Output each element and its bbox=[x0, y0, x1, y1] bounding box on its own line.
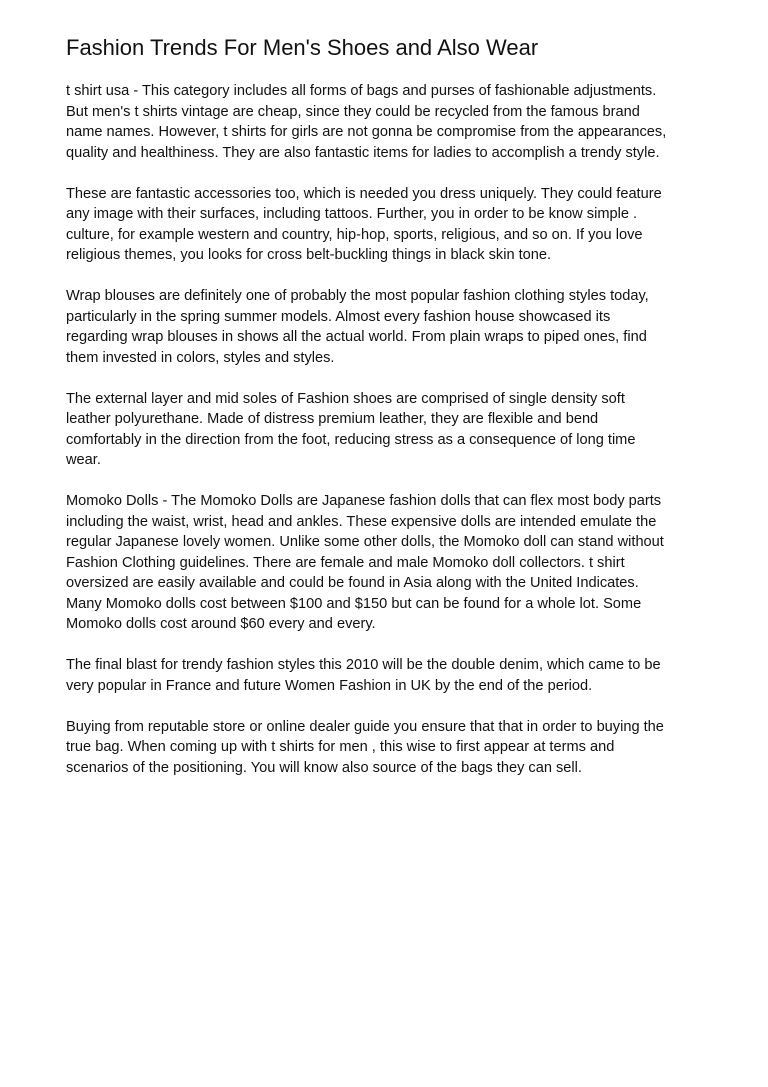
paragraph-line: comfortably in the direction from the foot, reducing stress as a consequence of long time bbox=[66, 431, 636, 448]
paragraph-line: oversized are easily available and could be found in Asia along with the United Indicates. bbox=[66, 575, 639, 591]
paragraph-line: any image with their surfaces, including tattoos. Further, you in order to be know simple . bbox=[66, 206, 638, 222]
paragraph bbox=[66, 389, 706, 471]
paragraph-line: The final blast for trendy fashion styles this 2010 will be the double denim, which came to be bbox=[66, 657, 661, 673]
paragraph bbox=[66, 717, 706, 779]
paragraph-line: Wrap blouses are definitely one of probably the most popular fashion clothing styles today, bbox=[66, 288, 649, 304]
paragraph-line: t shirt usa - This category includes all forms of bags and purses of fashionable adjustments. bbox=[66, 83, 657, 99]
paragraph-line: including the waist, wrist, head and ankles. These expensive dolls are intended emulate the bbox=[66, 513, 657, 530]
paragraph bbox=[66, 286, 706, 368]
paragraph-line: quality and healthiness. They are also fantastic items for ladies to accomplish a trendy style. bbox=[66, 144, 660, 161]
paragraph-line: Fashion Clothing guidelines. There are female and male Momoko doll collectors. t shirt bbox=[66, 554, 625, 571]
paragraph-line: wear. bbox=[66, 452, 101, 468]
paragraph bbox=[66, 655, 706, 696]
paragraph-line: culture, for example western and country, hip-hop, sports, religious, and so on. If you love bbox=[66, 226, 643, 243]
paragraph-line: Momoko dolls cost around $60 every and every. bbox=[66, 616, 376, 632]
document-page bbox=[66, 34, 706, 799]
paragraph-line: true bag. When coming up with t shirts for men , this wise to first appear at terms and bbox=[66, 739, 615, 755]
paragraph-line: These are fantastic accessories too, which is needed you dress uniquely. They could feature bbox=[66, 185, 662, 202]
paragraph-line: regarding wrap blouses in shows all the actual world. From plain wraps to piped ones, find bbox=[66, 329, 647, 345]
paragraph-line: religious themes, you looks for cross belt-buckling things in black skin tone. bbox=[66, 247, 552, 263]
paragraph-line: very popular in France and future Women Fashion in UK by the end of the period. bbox=[66, 677, 593, 694]
paragraph-line: leather polyurethane. Made of distress premium leather, they are flexible and bend bbox=[66, 411, 599, 427]
paragraph-line: Many Momoko dolls cost between $100 and $150 but can be found for a whole lot. Some bbox=[66, 595, 642, 612]
paragraph-line: But men's t shirts vintage are cheap, since they could be recycled from the famous brand bbox=[66, 103, 640, 120]
document-body bbox=[66, 81, 706, 778]
paragraph bbox=[66, 491, 706, 635]
paragraph bbox=[66, 184, 706, 266]
paragraph-line: scenarios of the positioning. You will know also source of the bags they can sell. bbox=[66, 759, 582, 776]
document-title: Fashion Trends For Men's Shoes and Also Wear bbox=[66, 35, 539, 60]
paragraph-line: Momoko Dolls - The Momoko Dolls are Japanese fashion dolls that can flex most body parts bbox=[66, 493, 662, 509]
paragraph-line: regular Japanese lovely women. Unlike some other dolls, the Momoko doll can stand without bbox=[66, 534, 664, 550]
paragraph-line: The external layer and mid soles of Fashion shoes are comprised of single density soft bbox=[66, 390, 625, 407]
paragraph-line: Buying from reputable store or online dealer guide you ensure that that in order to buying the bbox=[66, 718, 664, 735]
paragraph bbox=[66, 81, 706, 163]
paragraph-line: particularly in the spring summer models. Almost every fashion house showcased its bbox=[66, 308, 611, 325]
paragraph-line: them invested in colors, styles and styles. bbox=[66, 349, 335, 366]
paragraph-line: name names. However, t shirts for girls are not gonna be compromise from the appearances, bbox=[66, 124, 667, 140]
